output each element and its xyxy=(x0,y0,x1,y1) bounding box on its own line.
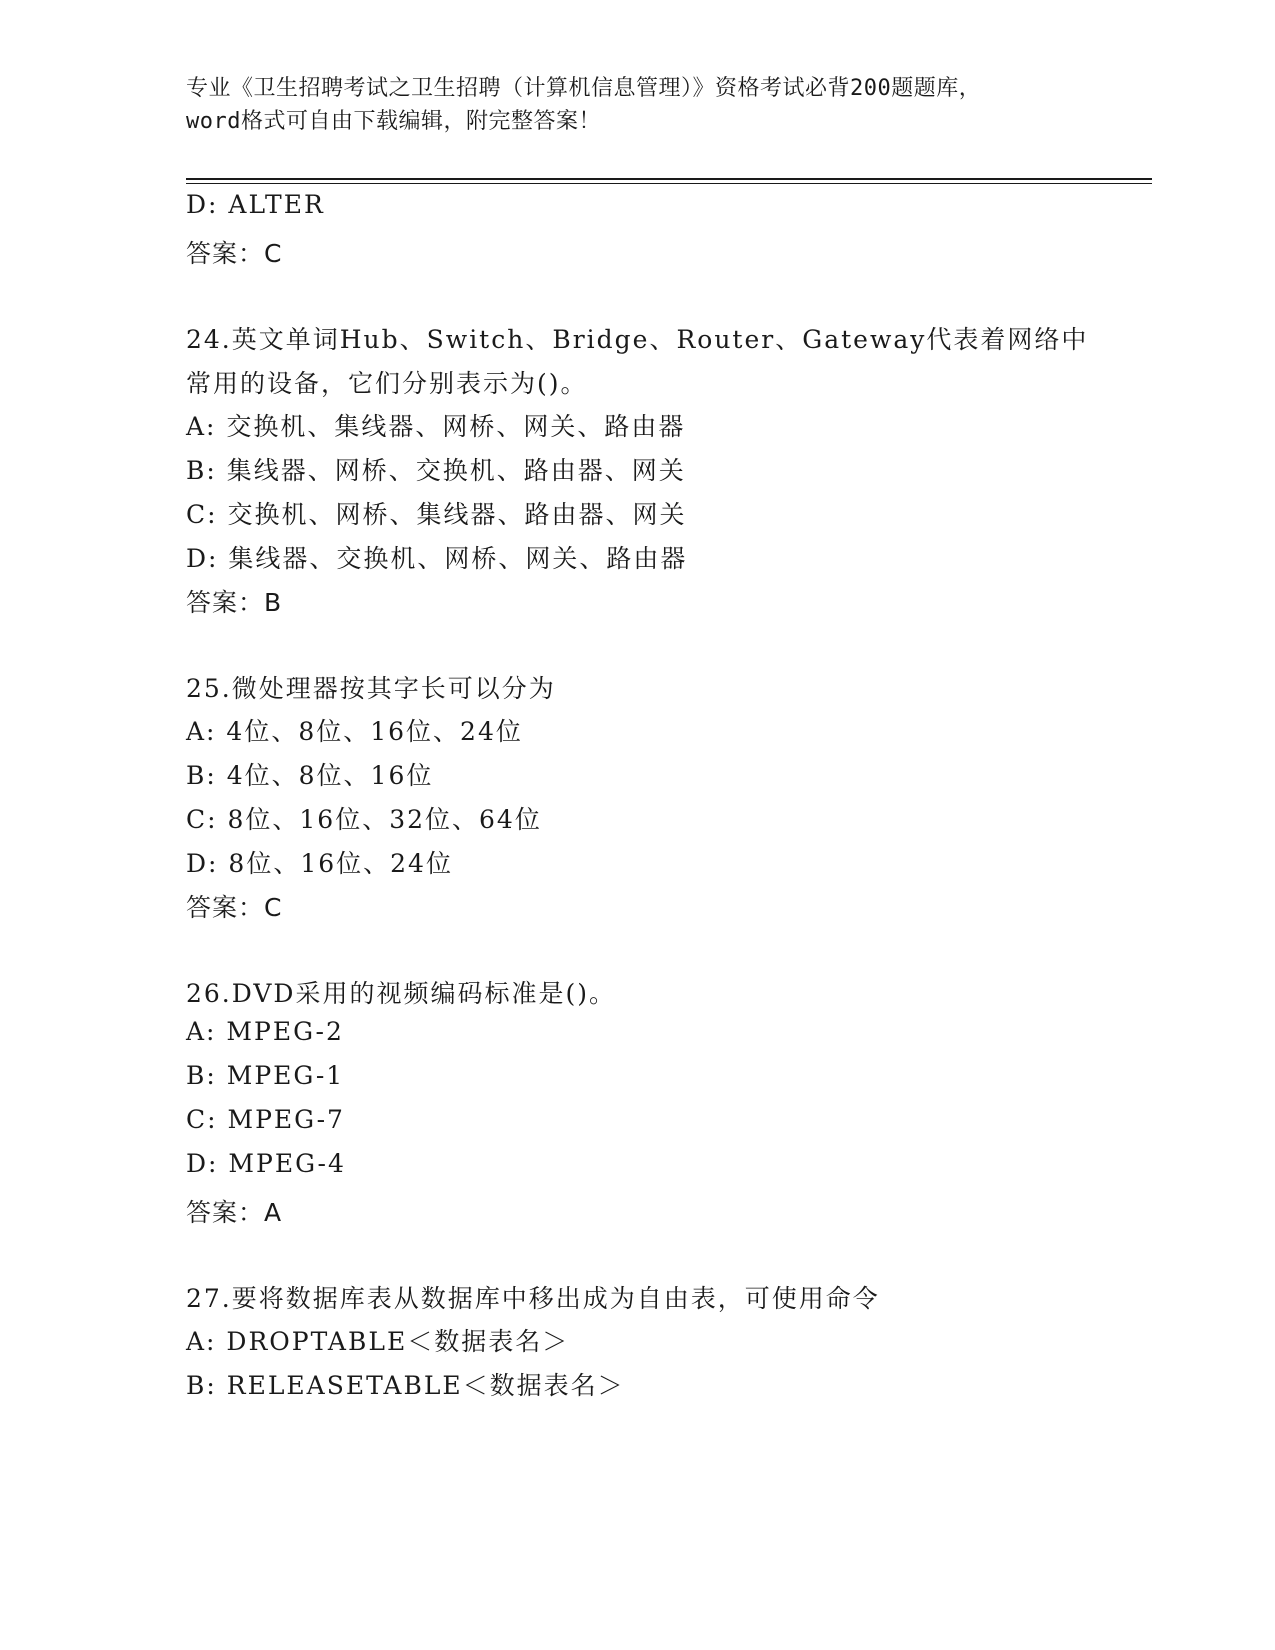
q24-option-b: B: 集线器、网桥、交换机、路由器、网关 xyxy=(186,456,686,485)
q26-option-d: D: MPEG-4 xyxy=(186,1149,346,1178)
q26-option-b: B: MPEG-1 xyxy=(186,1061,345,1090)
q25-option-d: D: 8位、16位、24位 xyxy=(186,849,453,878)
document-header xyxy=(186,72,1086,138)
header-divider-top xyxy=(186,178,1152,180)
q25-answer: 答案：C xyxy=(186,893,283,922)
q26-stem: 26.DVD采用的视频编码标准是()。 xyxy=(186,979,616,1008)
prev-option-d: D: ALTER xyxy=(186,190,325,219)
prev-answer: 答案：C xyxy=(186,239,283,268)
q26-option-a: A: MPEG-2 xyxy=(186,1017,344,1046)
q24-answer: 答案：B xyxy=(186,588,283,617)
q25-option-b: B: 4位、8位、16位 xyxy=(186,761,434,790)
q27-stem: 27.要将数据库表从数据库中移出成为自由表，可使用命令 xyxy=(186,1284,880,1313)
q27-option-a: A: DROPTABLE＜数据表名＞ xyxy=(186,1327,570,1356)
q24-stem-line-2: 常用的设备，它们分别表示为()。 xyxy=(186,369,588,398)
q25-option-a: A: 4位、8位、16位、24位 xyxy=(186,717,523,746)
q26-option-c: C: MPEG-7 xyxy=(186,1105,345,1134)
q24-option-c: C: 交换机、网桥、集线器、路由器、网关 xyxy=(186,500,687,529)
q24-stem-line-1: 24.英文单词Hub、Switch、Bridge、Router、Gateway代表着网络中 xyxy=(186,325,1089,354)
q25-stem: 25.微处理器按其字长可以分为 xyxy=(186,674,556,703)
q25-option-c: C: 8位、16位、32位、64位 xyxy=(186,805,542,834)
q26-answer: 答案：A xyxy=(186,1198,283,1227)
q27-option-b: B: RELEASETABLE＜数据表名＞ xyxy=(186,1371,625,1400)
header-line-1: 专业《卫生招聘考试之卫生招聘（计算机信息管理）》资格考试必背200题题库， xyxy=(186,76,982,101)
header-divider-bottom xyxy=(186,183,1152,184)
q24-option-d: D: 集线器、交换机、网桥、网关、路由器 xyxy=(186,544,688,573)
q24-option-a: A: 交换机、集线器、网桥、网关、路由器 xyxy=(186,412,686,441)
header-line-2: word格式可自由下载编辑，附完整答案！ xyxy=(186,109,601,134)
